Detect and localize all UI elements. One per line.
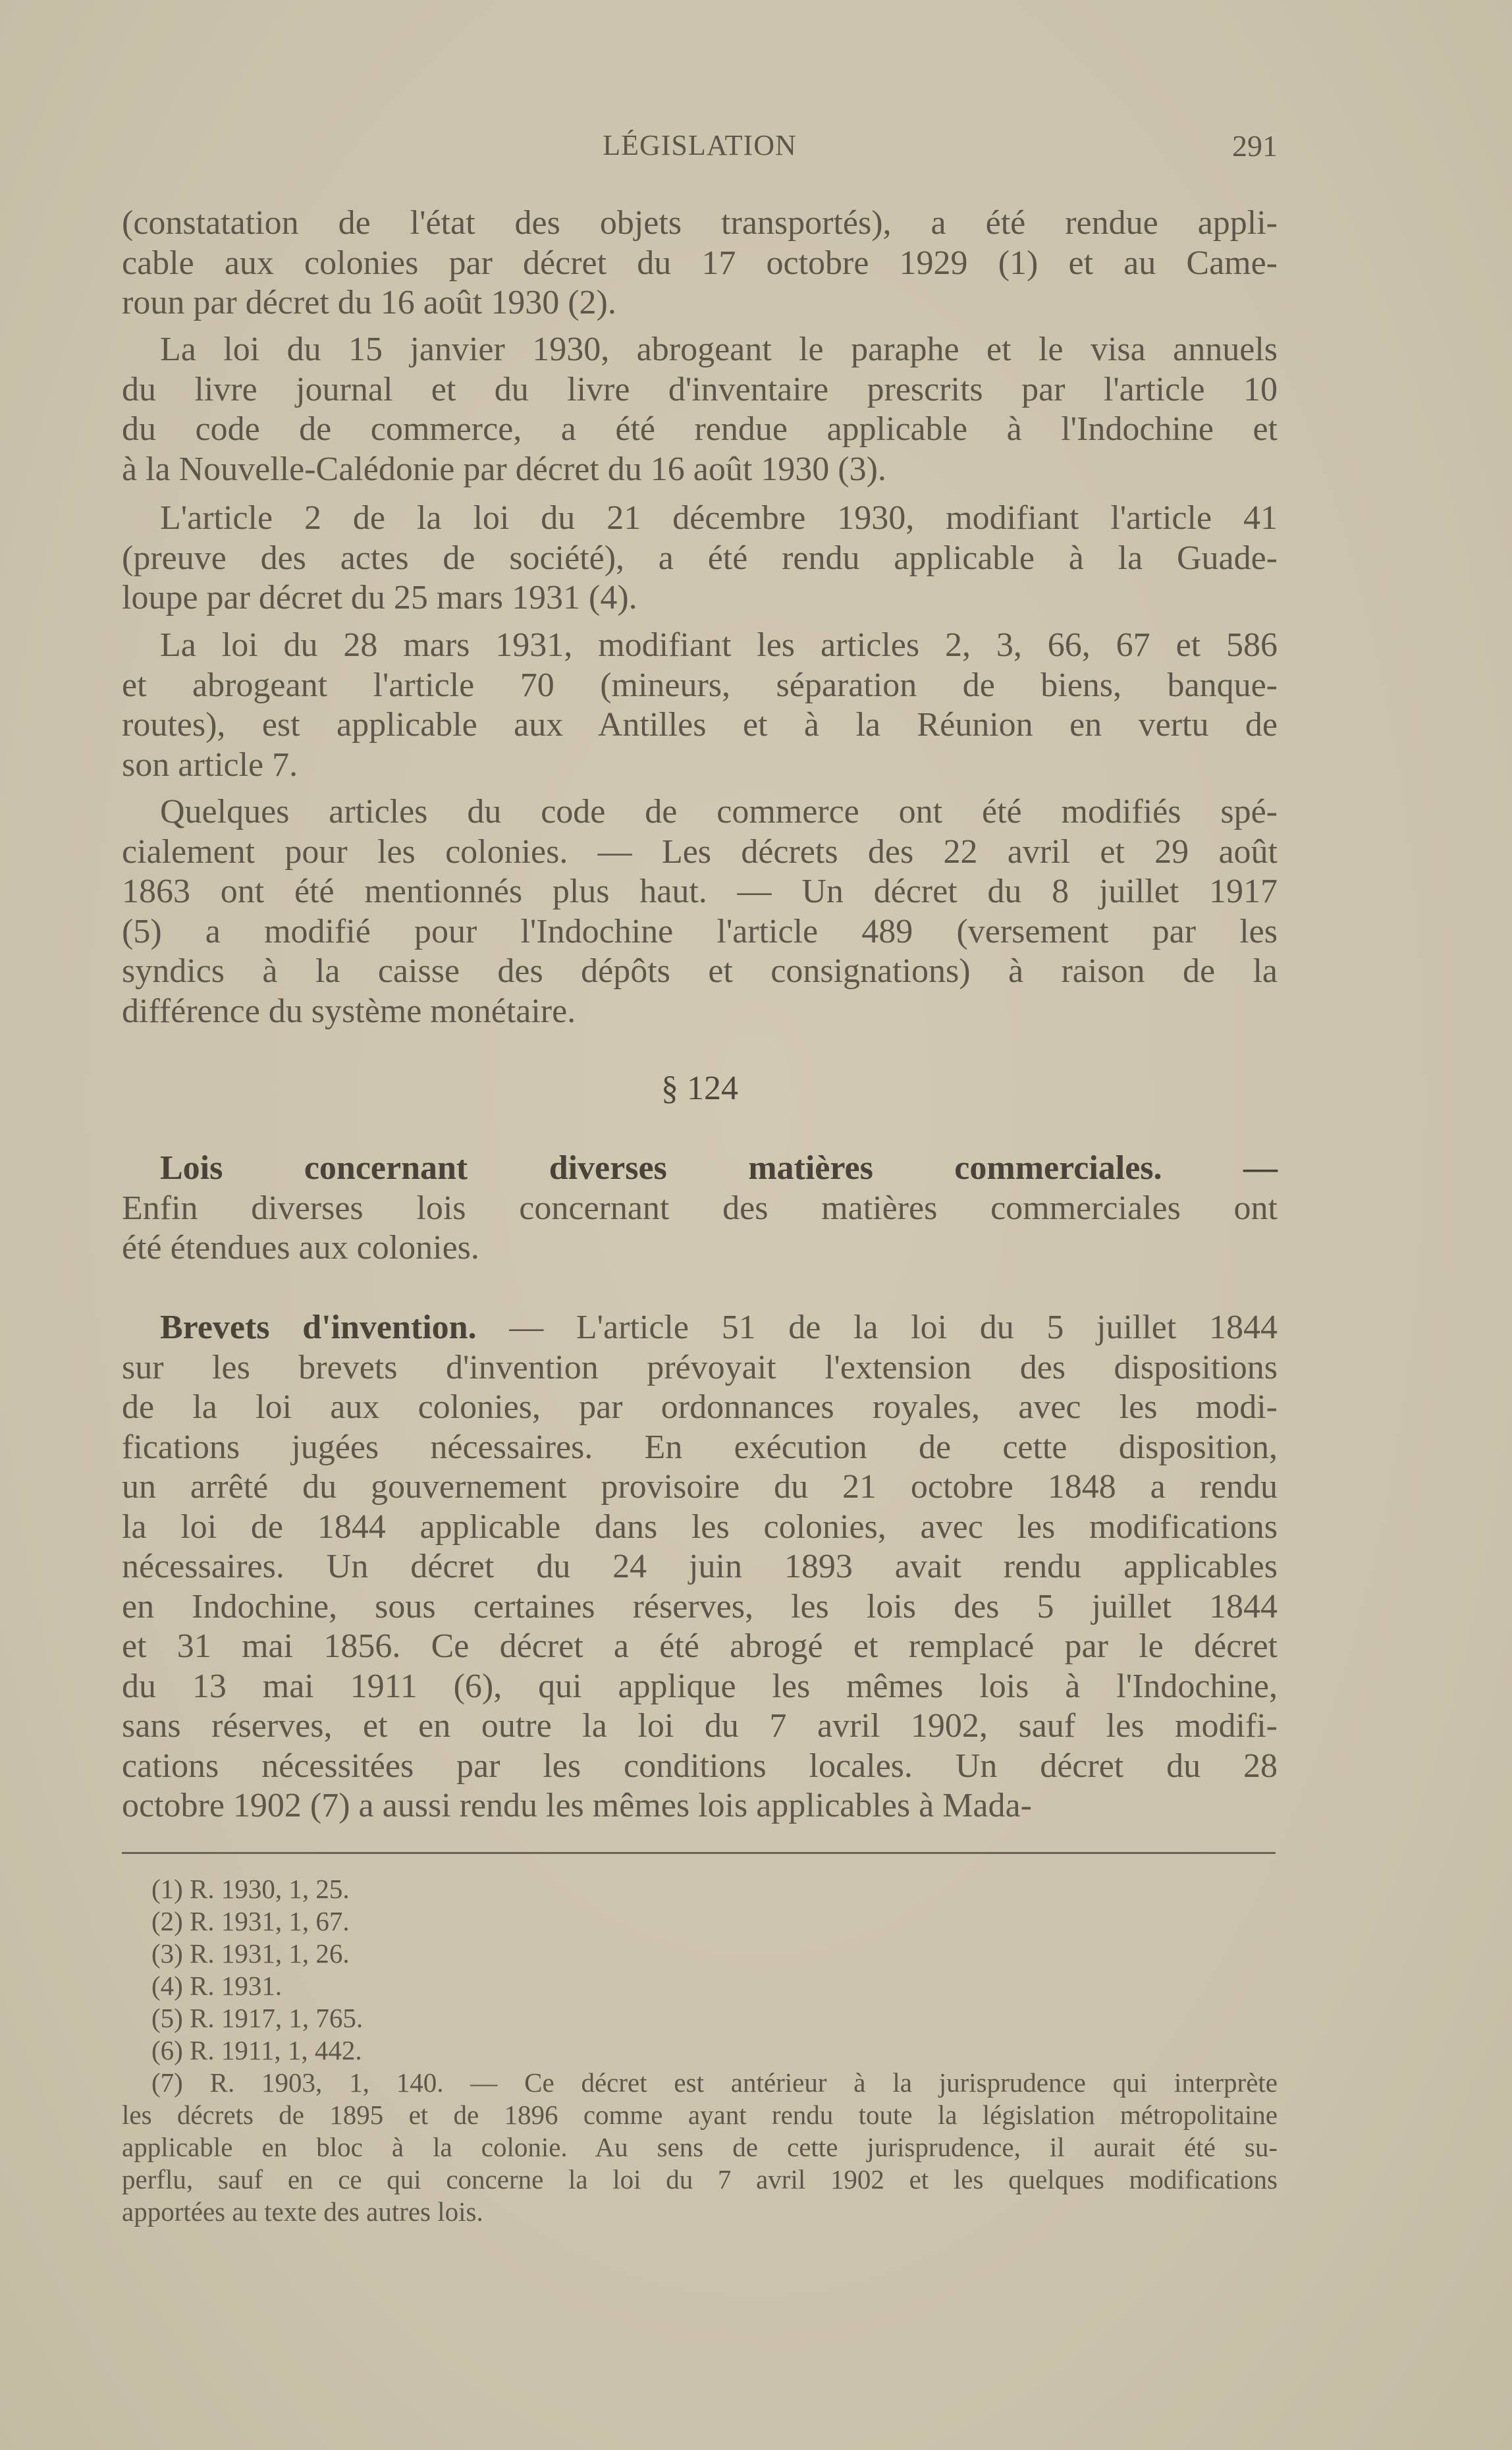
footnote-line: (4) R. 1931.: [151, 1971, 283, 2001]
text-line: son article 7.: [122, 746, 298, 784]
text-line: (preuve des actes de société), a été rendu applicable à la Guade-: [122, 539, 1278, 577]
footnote-line: les décrets de 1895 et de 1896 comme ayant rendu toute la législation métropolitaine: [122, 2100, 1278, 2130]
footnotes: [122, 1873, 1278, 2228]
text-line: La loi du 15 janvier 1930, abrogeant le paraphe et le visa annuels: [160, 331, 1278, 368]
text-line: cialement pour les colonies. — Les décrets des 22 avril et 29 août: [122, 832, 1278, 871]
text-line: La loi du 28 mars 1931, modifiant les articles 2, 3, 66, 67 et 586: [160, 626, 1278, 664]
text-line: cable aux colonies par décret du 17 octobre 1929 (1) et au Came-: [122, 244, 1278, 282]
footnote: [122, 1970, 1278, 2002]
text-line: et abrogeant l'article 70 (mineurs, séparation de biens, banque-: [122, 666, 1278, 704]
text-line: du 13 mai 1911 (6), qui applique les mêmes lois à l'Indochine,: [122, 1667, 1278, 1705]
text-line: cations nécessitées par les conditions locales. Un décret du 28: [122, 1747, 1278, 1785]
text-line: (5) a modifié pour l'Indochine l'article 489 (versement par les: [122, 912, 1278, 950]
text-line: en Indochine, sous certaines réserves, les lois des 5 juillet 1844: [122, 1587, 1278, 1625]
footnote-line: applicable en bloc à la colonie. Au sens de cette jurisprudence, il aurait été su-: [122, 2132, 1278, 2162]
footnote-line: (3) R. 1931, 1, 26.: [151, 1938, 350, 1969]
text-line: fications jugées nécessaires. En exécution de cette disposition,: [122, 1428, 1278, 1466]
text-line: sur les brevets d'invention prévoyait l'extension des dispositions: [122, 1348, 1278, 1386]
text-line: L'article 2 de la loi du 21 décembre 1930, modifiant l'article 41: [160, 499, 1278, 537]
footnote: [122, 1905, 1278, 1938]
footnote: [122, 1938, 1278, 1970]
paragraph: [122, 204, 1278, 323]
text-line: été étendues aux colonies.: [122, 1229, 479, 1266]
text-line: et 31 mai 1856. Ce décret a été abrogé et remplacé par le décret: [122, 1627, 1278, 1665]
footnote-line: (1) R. 1930, 1, 25.: [151, 1874, 350, 1904]
text-line: différence du système monétaire.: [122, 992, 576, 1030]
page-number: 291: [1232, 129, 1278, 163]
text-line: sans réserves, et en outre la loi du 7 avril 1902, sauf les modifi-: [122, 1707, 1278, 1745]
footnote: [122, 2067, 1278, 2228]
subsection-title: Brevets d'invention.: [160, 1309, 477, 1346]
text-line: routes), est applicable aux Antilles et à la Réunion en vertu de: [122, 706, 1278, 744]
footnote-line: (2) R. 1931, 1, 67.: [151, 1906, 350, 1936]
page-header: [122, 128, 1278, 168]
text-segment: — L'article 51 de la loi du 5 juillet 1844: [476, 1309, 1278, 1346]
footnote-line: (6) R. 1911, 1, 442.: [151, 2035, 362, 2065]
footnote-line: (5) R. 1917, 1, 765.: [151, 2003, 364, 2033]
text-line: syndics à la caisse des dépôts et consignations) à raison de la: [122, 952, 1278, 990]
text-line: roun par décret du 16 août 1930 (2).: [122, 284, 616, 321]
subsection-title: Lois concernant diverses matières commerciales. —: [160, 1149, 1278, 1187]
text-line: Quelques articles du code de commerce ont été modifiés spé-: [160, 793, 1278, 830]
footnote: [122, 2034, 1278, 2067]
lead-line: [122, 1149, 1278, 1189]
footnote-rule: [122, 1852, 1276, 1854]
text-line: (constatation de l'état des objets transportés), a été rendue appli-: [122, 204, 1278, 242]
footnote-line: (7) R. 1903, 1, 140. — Ce décret est antérieur à la jurisprudence qui interprète: [151, 2067, 1278, 2098]
text-line: loupe par décret du 25 mars 1931 (4).: [122, 579, 637, 616]
text-line: un arrêté du gouvernement provisoire du 21 octobre 1848 a rendu: [122, 1468, 1278, 1506]
paragraph: [122, 626, 1278, 785]
footnote-line: perflu, sauf en ce qui concerne la loi du 7 avril 1902 et les quelques modifications: [122, 2164, 1278, 2194]
footnote-line: apportées au texte des autres lois.: [122, 2196, 483, 2227]
section-heading: § 124: [661, 1070, 738, 1107]
text-line: du livre journal et du livre d'inventaire prescrits par l'article 10: [122, 370, 1278, 408]
subsection: [122, 1149, 1278, 1268]
running-title: LÉGISLATION: [603, 129, 797, 161]
paragraph: [122, 499, 1278, 618]
text-line: octobre 1902 (7) a aussi rendu les mêmes lois applicables à Mada-: [122, 1787, 1032, 1824]
paragraph: [122, 330, 1278, 489]
paragraph: [122, 792, 1278, 1031]
text-line: du code de commerce, a été rendue applicable à l'Indochine et: [122, 410, 1278, 448]
text-line: à la Nouvelle-Calédonie par décret du 16 août 1930 (3).: [122, 450, 886, 488]
text-line: Enfin diverses lois concernant des matières commerciales ont: [122, 1189, 1278, 1227]
text-line: la loi de 1844 applicable dans les colonies, avec les modifications: [122, 1508, 1278, 1546]
footnote: [122, 1873, 1278, 1905]
footnote: [122, 2002, 1278, 2034]
lead-line: [122, 1308, 1278, 1348]
subsection: [122, 1308, 1278, 1826]
text-line: 1863 ont été mentionnés plus haut. — Un décret du 8 juillet 1917: [122, 873, 1278, 910]
text-line: de la loi aux colonies, par ordonnances royales, avec les modi-: [122, 1388, 1278, 1426]
text-line: nécessaires. Un décret du 24 juin 1893 avait rendu applicables: [122, 1548, 1278, 1585]
